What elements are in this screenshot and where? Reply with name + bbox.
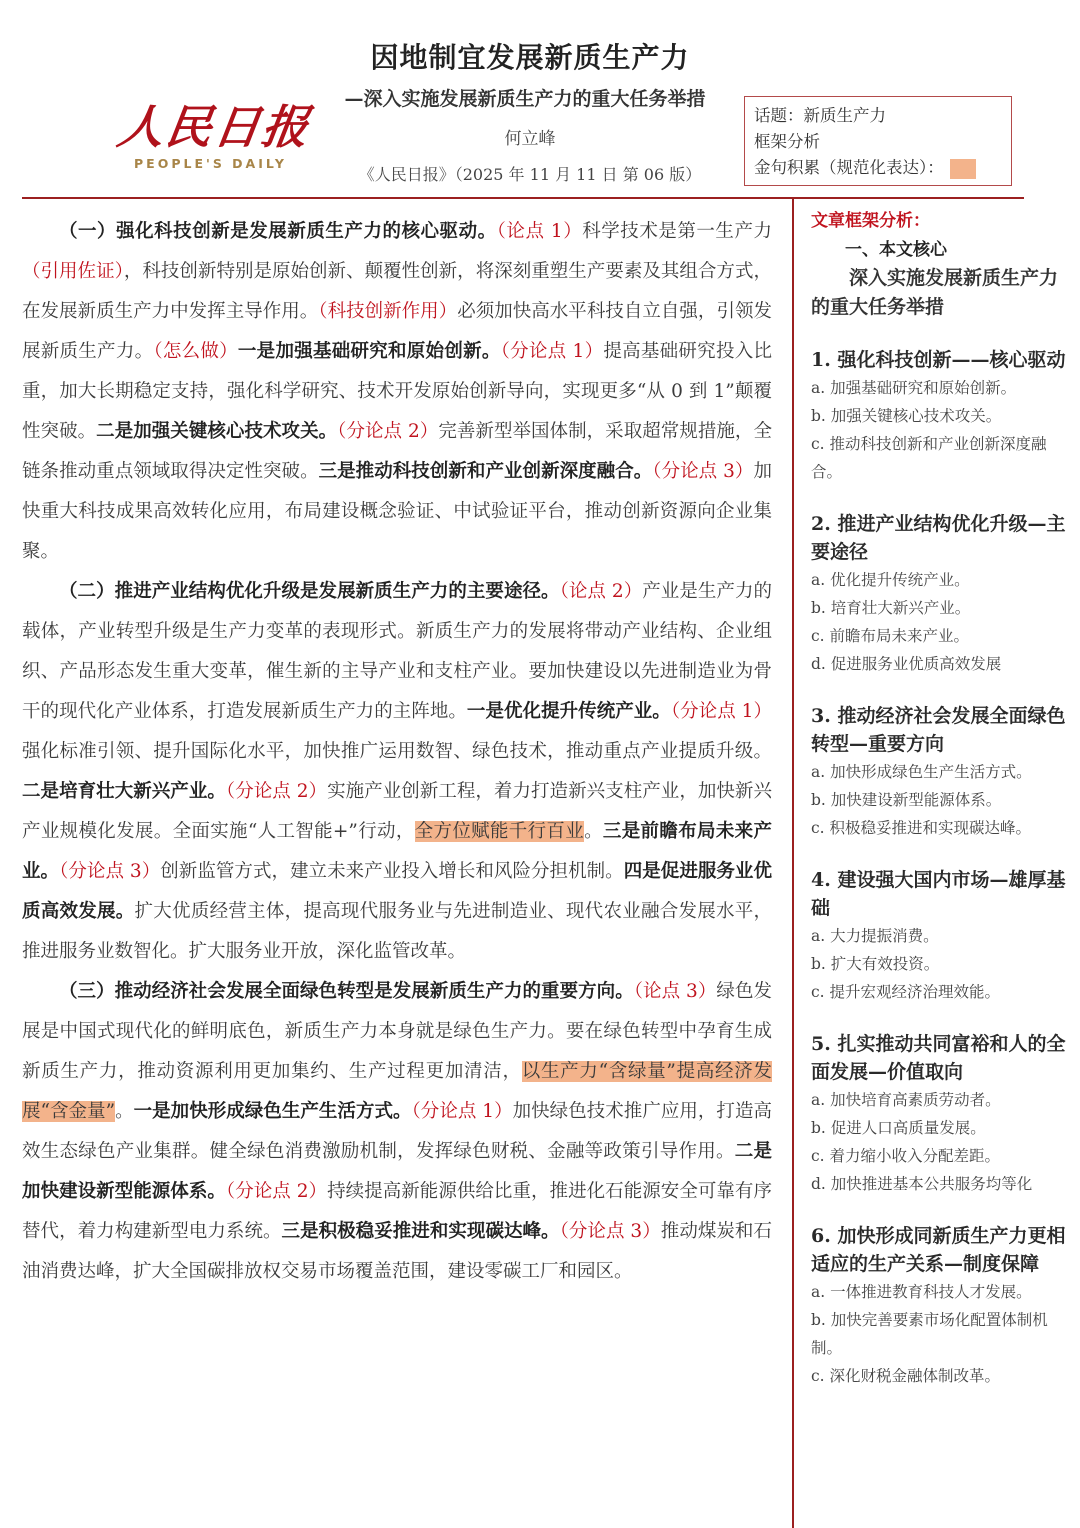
section-item: a. 优化提升传统产业。 bbox=[811, 571, 970, 589]
annotation-tag: （分论点 3） bbox=[559, 1221, 661, 1242]
section-item: b. 扩大有效投资。 bbox=[811, 955, 940, 973]
section-item: c. 深化财税金融体制改革。 bbox=[811, 1367, 1001, 1385]
body-text: 提高基础研究投入比重，加大长期稳定支持，强化科学研究、技术开发原始创新导向，实现更多“从 0 到 1”颠覆性突破。 bbox=[22, 341, 772, 442]
sidebar-section bbox=[811, 866, 1066, 1006]
annotation-tag: （论点 2） bbox=[559, 581, 643, 602]
sidebar-section bbox=[811, 1030, 1066, 1198]
body-text: 推动煤炭和石油消费达峰，扩大全国碳排放权交易市场覆盖范围，建设零碳工厂和园区。 bbox=[22, 1221, 772, 1282]
section-item: b. 培育壮大新兴产业。 bbox=[811, 599, 971, 617]
key-point-text: 三是前瞻布局未来产业。 bbox=[22, 821, 772, 882]
body-text: 持续提高新能源供给比重，推进化石能源安全可靠有序替代，着力构建新型电力系统。 bbox=[22, 1181, 772, 1242]
body-text: 加快重大科技成果高效转化应用，布局建设概念验证、中试验证平台，推动创新资源向企业集聚。 bbox=[22, 461, 772, 562]
section-item: b. 加快建设新型能源体系。 bbox=[811, 791, 1002, 809]
body-text: 产业是生产力的载体，产业转型升级是生产力变革的表现形式。新质生产力的发展将带动产业结构、企业组织、产品形态发生重大变革，催生新的主导产业和支柱产业。要加快建设以先进制造业为骨干的现代化产业体系，打造发展新质生产力的主阵地。 bbox=[22, 581, 772, 722]
section-item: b. 加快完善要素市场化配置体制机制。 bbox=[811, 1311, 1048, 1357]
section-heading: 4. 建设强大国内市场—雄厚基础 bbox=[811, 869, 1066, 919]
annotation-tag: （分论点 1） bbox=[670, 701, 772, 722]
annotation-tag: （分论点 2） bbox=[225, 781, 328, 802]
section-item: a. 大力提振消费。 bbox=[811, 927, 939, 945]
sidebar-section bbox=[811, 510, 1066, 678]
body-text: 实施产业创新工程，着力打造新兴支柱产业，加快新兴产业规模化发展。全面实施“人工智能+”行动， bbox=[22, 781, 772, 842]
highlighted-quote: 全方位赋能千行百业 bbox=[414, 821, 585, 842]
sidebar-title: 文章框架分析： bbox=[811, 211, 930, 231]
key-point-text: 二是加强关键核心技术攻关。 bbox=[96, 421, 338, 442]
highlighted-quote: 以生产力“含绿量”提高经济发展“含金量” bbox=[22, 1061, 772, 1122]
annotation-tag: （分论点 2） bbox=[225, 1181, 328, 1202]
sidebar-section bbox=[811, 702, 1066, 842]
key-point-text: 四是促进服务业优质高效发展。 bbox=[22, 861, 772, 922]
section-item: b. 加强关键核心技术攻关。 bbox=[811, 407, 1002, 425]
section-item: d. 促进服务业优质高效发展 bbox=[811, 655, 1002, 673]
topic-box bbox=[744, 96, 1012, 186]
sidebar-section bbox=[811, 346, 1066, 486]
key-point-text: （二）推进产业结构优化升级是发展新质生产力的主要途径。 bbox=[59, 581, 560, 602]
page-subtitle: —深入实施发展新质生产力的重大任务举措 bbox=[344, 88, 706, 110]
body-text: 。 bbox=[584, 821, 603, 842]
body-text: 必须加快高水平科技自立自强，引领发展新质生产力。 bbox=[22, 301, 772, 362]
section-item: c. 积极稳妥推进和实现碳达峰。 bbox=[811, 819, 1032, 837]
body-text: 加快绿色技术推广应用，打造高效生态绿色产业集群。健全绿色消费激励机制，发挥绿色财税、金融等政策引导作用。 bbox=[22, 1101, 772, 1162]
section-heading: 3. 推动经济社会发展全面绿色转型—重要方向 bbox=[811, 705, 1066, 755]
annotation-tag: （分论点 1） bbox=[411, 1101, 513, 1122]
key-point-text: 一是优化提升传统产业。 bbox=[466, 701, 671, 722]
section-heading: 5. 扎实推动共同富裕和人的全面发展—价值取向 bbox=[811, 1033, 1066, 1083]
body-text: 科学技术是第一生产力 bbox=[582, 221, 772, 242]
golden-sentence-line bbox=[754, 155, 1011, 181]
annotation-tag: （分论点 2） bbox=[337, 421, 439, 442]
body-text: 绿色发展是中国式现代化的鲜明底色，新质生产力本身就是绿色生产力。要在绿色转型中孕育生成新质生产力，推动资源利用更加集约、生产过程更加清洁， bbox=[22, 981, 772, 1082]
highlight-color-swatch bbox=[950, 159, 976, 179]
golden-sentence-label: 金句积累（规范化表达）： bbox=[754, 158, 944, 177]
author-name: 何立峰 bbox=[504, 129, 556, 149]
annotation-tag: （分论点 3） bbox=[59, 861, 161, 882]
core-heading: 一、本文核心 bbox=[845, 240, 947, 260]
annotation-tag: （引用佐证） bbox=[22, 261, 124, 282]
key-point-text: （一）强化科技创新是发展新质生产力的核心驱动。 bbox=[59, 221, 497, 242]
annotation-tag: （科技创新作用） bbox=[318, 301, 458, 322]
key-point-text: （三）推动经济社会发展全面绿色转型是发展新质生产力的重要方向。 bbox=[59, 981, 634, 1002]
framework-line: 框架分析 bbox=[754, 132, 820, 151]
section-item: c. 推动科技创新和产业创新深度融合。 bbox=[811, 435, 1047, 481]
section-item: a. 加快形成绿色生产生活方式。 bbox=[811, 763, 1032, 781]
section-heading: 2. 推进产业结构优化升级—主要途径 bbox=[811, 513, 1066, 563]
article-paragraph bbox=[22, 212, 772, 572]
peoples-daily-logo bbox=[112, 100, 312, 190]
section-heading: 1. 强化科技创新——核心驱动 bbox=[811, 349, 1066, 371]
section-item: c. 着力缩小收入分配差距。 bbox=[811, 1147, 1001, 1165]
logo-chinese-text: 人民日报 bbox=[114, 100, 314, 154]
annotation-tag: （论点 3） bbox=[633, 981, 717, 1002]
article-paragraph bbox=[22, 572, 772, 972]
page-title: 因地制宜发展新质生产力 bbox=[370, 41, 690, 74]
source-citation: 《人民日报》（2025 年 11 月 11 日 第 06 版） bbox=[358, 165, 702, 184]
column-divider bbox=[792, 199, 794, 1528]
core-text: 深入实施发展新质生产力的重大任务举措 bbox=[811, 267, 1059, 318]
header-divider bbox=[22, 197, 1024, 199]
sidebar-sections bbox=[811, 346, 1066, 1390]
framework-sidebar bbox=[811, 206, 1066, 1390]
key-point-text: 三是推动科技创新和产业创新深度融合。 bbox=[318, 461, 653, 482]
section-item: a. 加快培育高素质劳动者。 bbox=[811, 1091, 1001, 1109]
annotation-tag: （分论点 1） bbox=[500, 341, 604, 362]
section-item: a. 加强基础研究和原始创新。 bbox=[811, 379, 1017, 397]
key-point-text: 二是培育壮大新兴产业。 bbox=[22, 781, 226, 802]
section-item: b. 促进人口高质量发展。 bbox=[811, 1119, 986, 1137]
sidebar-section bbox=[811, 1222, 1066, 1390]
body-text: 完善新型举国体制，采取超常规措施，全链条推动重点领域取得决定性突破。 bbox=[22, 421, 772, 482]
key-point-text: 三是积极稳妥推进和实现碳达峰。 bbox=[281, 1221, 560, 1242]
article-body bbox=[22, 212, 772, 1292]
section-item: a. 一体推进教育科技人才发展。 bbox=[811, 1283, 1032, 1301]
body-text: ，科技创新特别是原始创新、颠覆性创新，将深刻重塑生产要素及其组合方式，在发展新质生产力中发挥主导作用。 bbox=[22, 261, 772, 322]
annotation-tag: （论点 1） bbox=[496, 221, 583, 242]
annotation-tag: （怎么做） bbox=[153, 341, 238, 362]
logo-english-text: PEOPLE'S DAILY bbox=[134, 156, 287, 171]
article-paragraph bbox=[22, 972, 772, 1292]
key-point-text: 一是加强基础研究和原始创新。 bbox=[237, 341, 501, 362]
body-text: 创新监管方式，建立未来产业投入增长和风险分担机制。 bbox=[160, 861, 624, 882]
annotation-tag: （分论点 3） bbox=[652, 461, 754, 482]
body-text: 强化标准引领、提升国际化水平，加快推广运用数智、绿色技术，推动重点产业提质升级。 bbox=[22, 741, 772, 762]
body-text: 扩大优质经营主体，提高现代服务业与先进制造业、现代农业融合发展水平，推进服务业数智化。扩大服务业开放，深化监管改革。 bbox=[22, 901, 772, 962]
section-heading: 6. 加快形成同新质生产力更相适应的生产关系—制度保障 bbox=[811, 1225, 1066, 1275]
body-text: 。 bbox=[115, 1101, 134, 1122]
key-point-text: 二是加快建设新型能源体系。 bbox=[22, 1141, 772, 1202]
topic-line: 话题：新质生产力 bbox=[754, 106, 886, 125]
section-item: c. 提升宏观经济治理效能。 bbox=[811, 983, 1001, 1001]
section-item: c. 前瞻布局未来产业。 bbox=[811, 627, 970, 645]
key-point-text: 一是加快形成绿色生产生活方式。 bbox=[133, 1101, 412, 1122]
section-item: d. 加快推进基本公共服务均等化 bbox=[811, 1175, 1033, 1193]
